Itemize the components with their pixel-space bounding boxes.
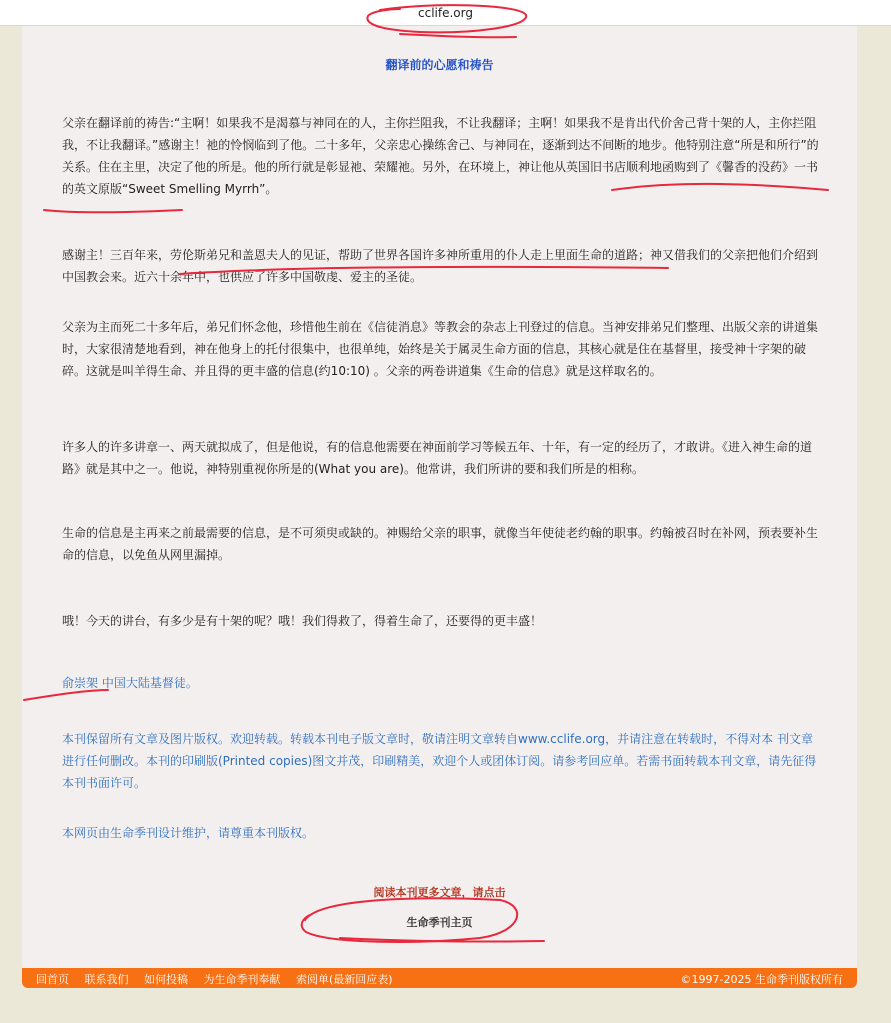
paragraph-3: 父亲为主而死二十多年后，弟兄们怀念他，珍惜他生前在《信徒消息》等教会的杂志上刊登过的信息。当神安排弟兄们整理、出版父亲的讲道集时，大家很清楚地看到，神在他身上的托付很集中，也很单纯，始终是关于属灵生命方面的信息，其核心就是住在基督里，接受神十字架的破碎。这就是叫羊得生命、并且得的更丰盛的信息(约10:10) 。父亲的两卷讲道集《生命的信息》就是这样取名的。: [62, 320, 819, 378]
footer-copyright: ©1997-2025 生命季刊版权所有: [680, 973, 843, 986]
paragraph-1: 父亲在翻译前的祷告:“主啊！如果我不是渴慕与神同在的人，主你拦阻我，不让我翻译；主啊！如果我不是肯出代价舍己背十架的人，主你拦阻我，不让我翻译。”感谢主！祂的怜悯临到了他。二十多年，父亲忠心操练舍己、与神同在，逐渐到达不间断的地步。他特别注意“所是和所行”的关系。住在主里，决定了他的所是。他的所行就是彰显祂、荣耀祂。另外，在环境上，神让他从英国旧书店顺利地函购到了《馨香的没药》一书的英文原版“Sweet Smelling Myrrh”。: [62, 116, 819, 196]
maintenance-notice: 本网页由生命季刊设计维护，请尊重本刊版权。: [62, 826, 315, 840]
article-page: [22, 26, 857, 988]
more-articles-label: 阅读本刊更多文章，请点击: [373, 886, 506, 899]
footer-link-contact[interactable]: 联系我们: [84, 973, 129, 986]
paragraph-5: 生命的信息是主再来之前最需要的信息，是不可须臾或缺的。神赐给父亲的职事，就像当年使徒老约翰的职事。约翰被召时在补网，预表要补生命的信息，以免鱼从网里漏掉。: [62, 526, 819, 562]
footer-link-order-form[interactable]: 索阅单(最新回应表): [296, 973, 393, 986]
footer-link-donate[interactable]: 为生命季刊奉献: [203, 973, 281, 986]
footer-link-submit[interactable]: 如何投稿: [144, 973, 188, 986]
paragraph-6: 哦！今天的讲台，有多少是有十架的呢？哦！我们得救了，得着生命了，还要得的更丰盛！: [62, 614, 543, 628]
footer-bar: [22, 968, 857, 988]
author-line: 俞崇架 中国大陆基督徒。: [62, 676, 198, 690]
browser-address-bar[interactable]: [0, 0, 891, 26]
footer-link-home[interactable]: 回首页: [36, 973, 69, 986]
article-title: 翻译前的心愿和祷告: [385, 58, 494, 72]
paragraph-2: 感谢主！三百年来，劳伦斯弟兄和盖恩夫人的见证，帮助了世界各国许多神所重用的仆人走上里面生命的道路；神又借我们的父亲把他们介绍到中国教会来。近六十余年中，也供应了许多中国敬虔、爱主的圣徒。: [62, 248, 819, 284]
footer-nav: [36, 971, 405, 987]
home-page-link[interactable]: 生命季刊主页: [406, 916, 473, 929]
copyright-notice: 本刊保留所有文章及图片版权。欢迎转载。转载本刊电子版文章时，敬请注明文章转自www.cclife.org，并请注意在转载时，不得对本 刊文章进行任何删改。本刊的印刷版(Printed copies)图文并茂，印刷精美，欢迎个人或团体订阅。请参考回应单。若需书面转载本刊文章，请先征得本刊书面许可。: [62, 732, 817, 790]
paragraph-4: 许多人的许多讲章一、两天就拟成了，但是他说，有的信息他需要在神面前学习等候五年、十年，有一定的经历了，才敢讲。《进入神生命的道路》就是其中之一。他说，神特别重视你所是的(What you are)。他常讲，我们所讲的要和我们所是的相称。: [62, 440, 813, 476]
url-text[interactable]: cclife.org: [418, 6, 473, 20]
